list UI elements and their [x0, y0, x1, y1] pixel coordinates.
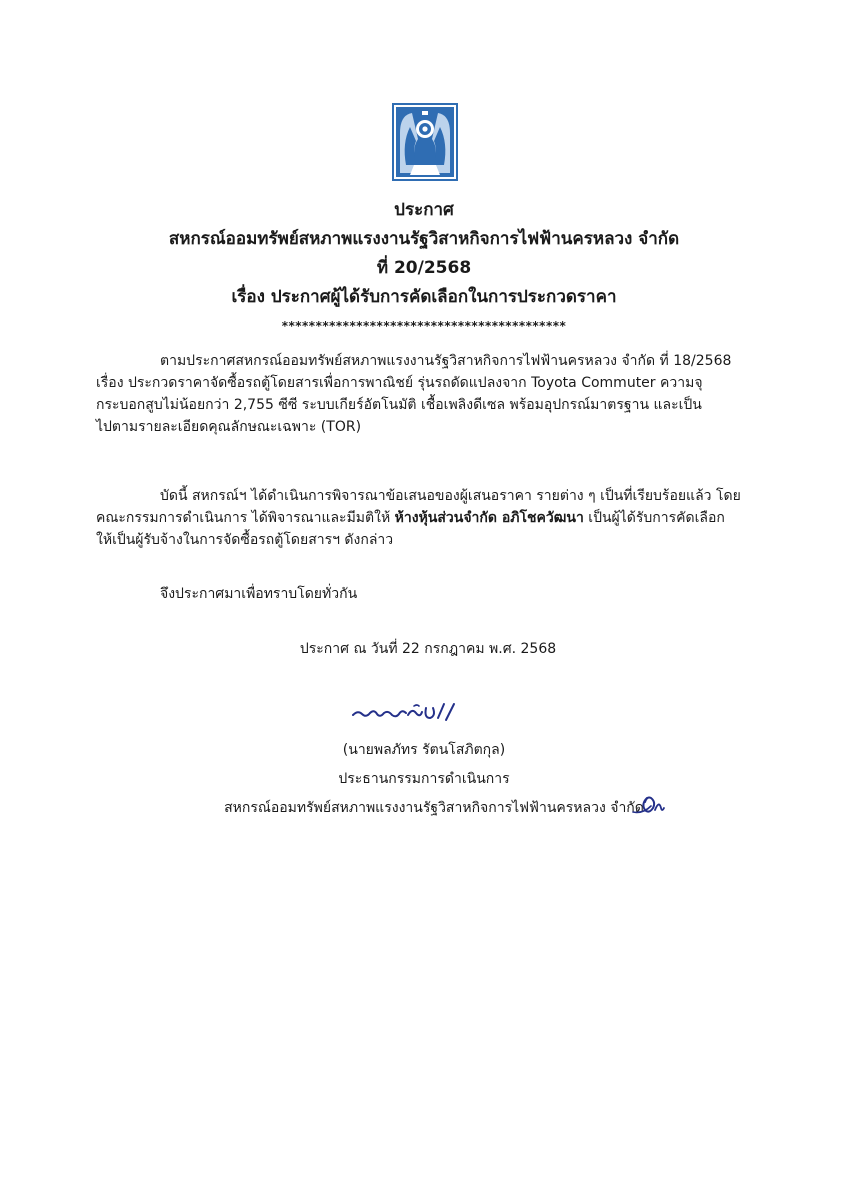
cooperative-hands-logo	[392, 103, 458, 181]
signer-title: ประธานกรรมการดำเนินการ	[338, 771, 510, 787]
paragraph-closing	[96, 583, 752, 605]
paragraph-decision	[96, 485, 752, 551]
handwritten-initials	[631, 790, 665, 816]
handwritten-signature	[350, 698, 460, 728]
announcement-subject: เรื่อง ประกาศผู้ได้รับการคัดเลือกในการประกวดราคา	[231, 287, 617, 307]
selected-bidder: ห้างหุ้นส่วนจำกัด อภิโชควัฒนา	[394, 510, 584, 526]
announcement-date: ประกาศ ณ วันที่ 22 กรกฎาคม พ.ศ. 2568	[299, 641, 557, 657]
separator-line: ******************************************	[281, 319, 567, 333]
organization-name: สหกรณ์ออมทรัพย์สหภาพแรงงานรัฐวิสาหกิจการไฟฟ้านครหลวง จำกัด	[168, 229, 680, 249]
paragraph-line: บัดนี้ สหกรณ์ฯ ได้ดำเนินการพิจารณาข้อเสนอของผู้เสนอราคา รายต่าง ๆ เป็นที่เรียบร้อยแล้ว โดย	[160, 488, 741, 504]
paragraph-line: เรื่อง ประกวดราคาจัดซื้อรถตู้โดยสารเพื่อการพาณิชย์ รุ่นรถดัดแปลงจาก Toyota Commuter ความจุ	[96, 375, 703, 391]
announcement-number: ที่ 20/2568	[376, 258, 472, 278]
paragraph-line: ให้เป็นผู้รับจ้างในการจัดซื้อรถตู้โดยสารฯ ดังกล่าว	[96, 532, 394, 548]
text-segment: คณะกรรมการดำเนินการ ได้พิจารณาและมีมติให้	[96, 510, 395, 526]
signer-organization: สหกรณ์ออมทรัพย์สหภาพแรงงานรัฐวิสาหกิจการไฟฟ้านครหลวง จำกัด	[224, 800, 644, 816]
paragraph-line: ไปตามรายละเอียดคุณลักษณะเฉพาะ (TOR)	[96, 419, 362, 435]
text-segment: เป็นผู้ได้รับการคัดเลือก	[583, 510, 725, 526]
paragraph-line: จึงประกาศมาเพื่อทราบโดยทั่วกัน	[160, 586, 358, 602]
announcement-title: ประกาศ	[394, 200, 454, 220]
paragraph-line: กระบอกสูบไม่น้อยกว่า 2,755 ซีซี ระบบเกียร์อัตโนมัติ เชื้อเพลิงดีเซล พร้อมอุปกรณ์มาตรฐาน และเป็น	[96, 397, 702, 413]
paragraph-line	[96, 507, 752, 529]
paragraph-line: ตามประกาศสหกรณ์ออมทรัพย์สหภาพแรงงานรัฐวิสาหกิจการไฟฟ้านครหลวง จำกัด ที่ 18/2568	[160, 353, 732, 369]
paragraph-reference	[96, 350, 752, 438]
signer-name: (นายพลภัทร รัตนโสภิตกุล)	[342, 742, 506, 758]
